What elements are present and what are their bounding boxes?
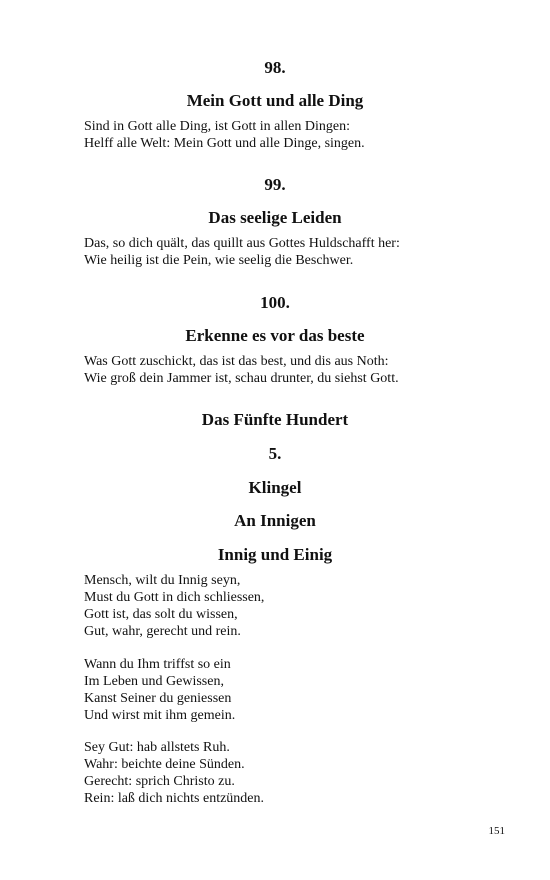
verse-line: Wie groß dein Jammer ist, schau drunter, du siehst Gott. [84,371,399,386]
verse-line: Wahr: beichte deine Sünden. [84,757,245,772]
stanza-1 [84,572,264,640]
verse-line: Was Gott zuschickt, das ist das best, und dis aus Noth: [84,354,389,369]
epigram-100-text [84,353,399,387]
verse-line: Das, so dich quält, das quillt aus Gottes Huldschafft her: [84,236,400,251]
part-number: 5. [268,444,282,463]
verse-line: Kanst Seiner du geniessen [84,691,232,706]
stanza-2 [84,656,235,724]
verse-line: Sind in Gott alle Ding, ist Gott in allen Dingen: [84,119,350,134]
epigram-100-number: 100. [260,293,290,312]
part-dedication: An Innigen [234,511,316,530]
verse-line: Wann du Ihm triffst so ein [84,657,231,672]
page-number: 151 [488,825,505,837]
verse-line: Wie heilig ist die Pein, wie seelig die Beschwer. [84,253,354,268]
verse-line: Rein: laß dich nichts entzünden. [84,791,265,806]
verse-line: Gut, wahr, gerecht und rein. [84,624,241,639]
epigram-98-text [84,118,365,152]
epigram-99-title: Das seelige Leiden [208,208,342,227]
epigram-98-title: Mein Gott und alle Ding [186,91,364,110]
epigram-98-number: 98. [264,58,286,77]
verse-line: Im Leben und Gewissen, [84,674,224,689]
verse-line: Sey Gut: hab allstets Ruh. [84,740,230,755]
verse-line: Gerecht: sprich Christo zu. [84,774,235,789]
verse-line: Und wirst mit ihm gemein. [84,708,236,723]
stanza-3 [84,739,264,807]
verse-line: Must du Gott in dich schliessen, [84,590,265,605]
poem-title: Innig und Einig [217,545,333,564]
epigram-99-text [84,235,400,269]
verse-line: Helff alle Welt: Mein Gott und alle Dinge, singen. [84,136,365,151]
epigram-99-number: 99. [264,175,286,194]
verse-line: Gott ist, das solt du wissen, [84,607,238,622]
part-title: Das Fünfte Hundert [201,410,349,429]
verse-line: Mensch, wilt du Innig seyn, [84,573,241,588]
epigram-100-title: Erkenne es vor das beste [185,326,365,345]
part-subtitle: Klingel [248,478,302,497]
